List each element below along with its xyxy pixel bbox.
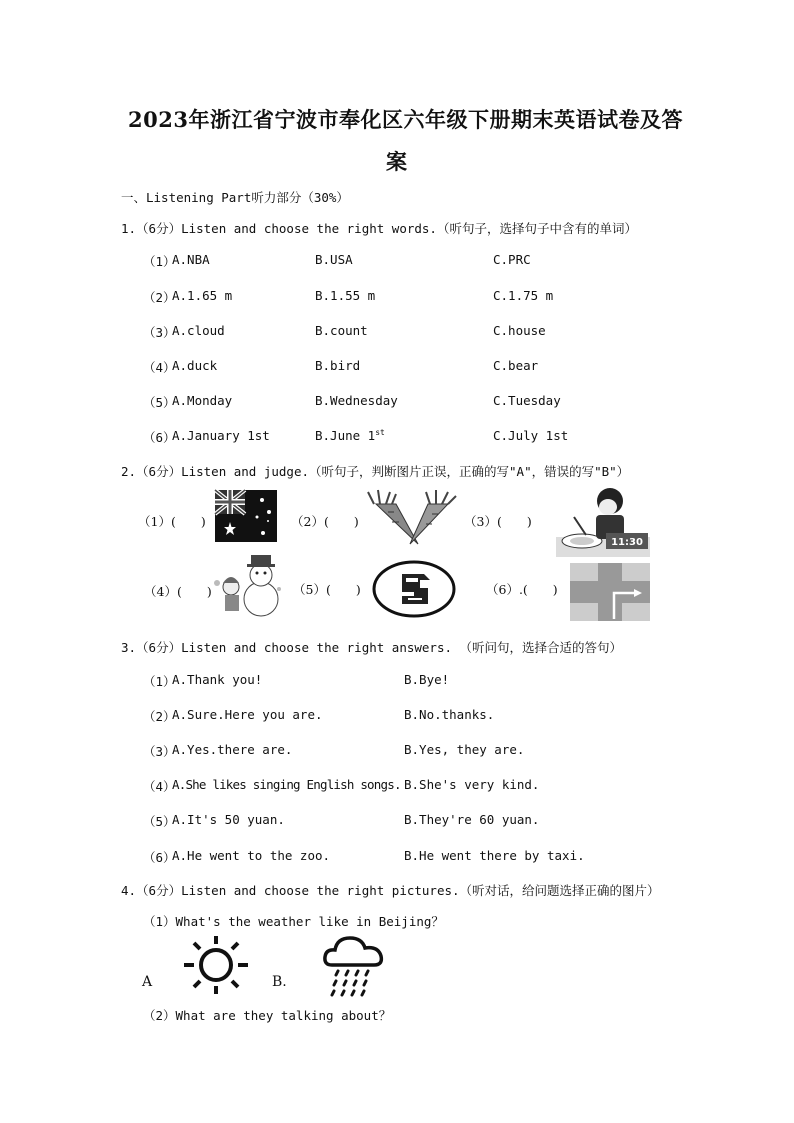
q4-option-b-label: B. [272, 974, 287, 990]
q3-row-2-b: B.No.thanks. [404, 707, 495, 722]
q2-item-3-label: （3）( ) [464, 514, 532, 529]
q1-row-1-c: C.PRC [493, 252, 531, 267]
q4-heading: 4.（6分）Listen and choose the right pictures.（听对话，给问题选择正确的图片） [121, 883, 660, 898]
australia-flag-icon [215, 490, 277, 542]
q1-row-6-a: A.January 1st [172, 428, 270, 443]
q1-row-1-b: B.USA [315, 252, 353, 267]
q1-row-6-c: C.July 1st [493, 428, 569, 443]
q1-row-5-num: （5） [143, 395, 176, 410]
q3-heading: 3.（6分）Listen and choose the right answers. （听问句，选择合适的答句） [121, 640, 623, 655]
clock-time: 11:30 [611, 537, 643, 548]
q1-row-6-num: （6） [143, 430, 176, 445]
q3-row-6-b: B.He went there by taxi. [404, 848, 585, 863]
q2-item-2-label: （2）( ) [291, 514, 359, 529]
q2-item-5-label: （5）( ) [293, 582, 361, 597]
page-title: 2023年浙江省宁波市奉化区六年级下册期末英语试卷及答 [128, 107, 683, 132]
carrots-icon [366, 490, 458, 548]
q1-row-3-num: （3） [143, 325, 176, 340]
q1-row-4-a: A.duck [172, 358, 218, 373]
q3-row-3-num: （3） [143, 744, 176, 759]
q1-row-3-c: C.house [493, 323, 546, 338]
page-title-continued: 案 [386, 149, 408, 174]
q3-row-4-a: A.She likes singing English songs. [172, 777, 401, 792]
snowman-icon [213, 553, 283, 617]
q2-item-1-label: （1）( ) [138, 514, 206, 529]
q3-row-5-a: A.It's 50 yuan. [172, 812, 285, 827]
q3-row-3-b: B.Yes, they are. [404, 742, 525, 757]
q1-row-5-a: A.Monday [172, 393, 233, 408]
q3-row-1-a: A.Thank you! [172, 672, 263, 687]
q1-row-3-b: B.count [315, 323, 368, 338]
q4-sub1: （1）What's the weather like in Beijing？ [143, 914, 444, 929]
q3-row-6-num: （6） [143, 850, 176, 865]
q1-row-2-num: （2） [143, 290, 176, 305]
q1-row-2-a: A.1.65 m [172, 288, 233, 303]
q3-row-4-num: （4） [143, 779, 176, 794]
q3-row-5-num: （5） [143, 814, 176, 829]
q1-row-3-a: A.cloud [172, 323, 225, 338]
q1-row-4-num: （4） [143, 360, 176, 375]
q2-heading: 2.（6分）Listen and judge.（听句子，判断图片正误，正确的写"A"，错误的写"B"） [121, 464, 630, 479]
sign-icon [372, 560, 456, 618]
q1-row-1-a: A.NBA [172, 252, 210, 267]
crossroad-turn-right-icon [570, 563, 650, 621]
q2-item-4-label: （4）( ) [144, 584, 212, 599]
q4-option-a-label: A [142, 974, 153, 990]
q2-item-6-label: （6）.( ) [486, 582, 558, 597]
q3-row-2-a: A.Sure.Here you are. [172, 707, 323, 722]
section-heading: 一、Listening Part听力部分（30%） [121, 190, 349, 205]
q1-row-1-num: （1） [143, 254, 176, 269]
q3-row-1-num: （1） [143, 674, 176, 689]
q1-row-5-b: B.Wednesday [315, 393, 398, 408]
q3-row-3-a: A.Yes.there are. [172, 742, 293, 757]
boy-eating-icon [556, 487, 650, 557]
q1-row-4-c: C.bear [493, 358, 539, 373]
q1-row-2-b: B.1.55 m [315, 288, 376, 303]
q1-row-4-b: B.bird [315, 358, 361, 373]
q1-heading: 1.（6分）Listen and choose the right words.（听句子，选择句子中含有的单词） [121, 221, 637, 236]
rain-cloud-icon [322, 933, 386, 997]
q1-row-2-c: C.1.75 m [493, 288, 554, 303]
sun-icon [182, 934, 250, 996]
q1-row-6-b: B.June 1st [315, 428, 385, 444]
q3-row-2-num: （2） [143, 709, 176, 724]
q3-row-5-b: B.They're 60 yuan. [404, 812, 540, 827]
q3-row-4-b: B.She's very kind. [404, 777, 540, 792]
q3-row-1-b: B.Bye! [404, 672, 450, 687]
q3-row-6-a: A.He went to the zoo. [172, 848, 331, 863]
q4-sub2: （2）What are they talking about？ [143, 1008, 392, 1023]
q1-row-5-c: C.Tuesday [493, 393, 561, 408]
